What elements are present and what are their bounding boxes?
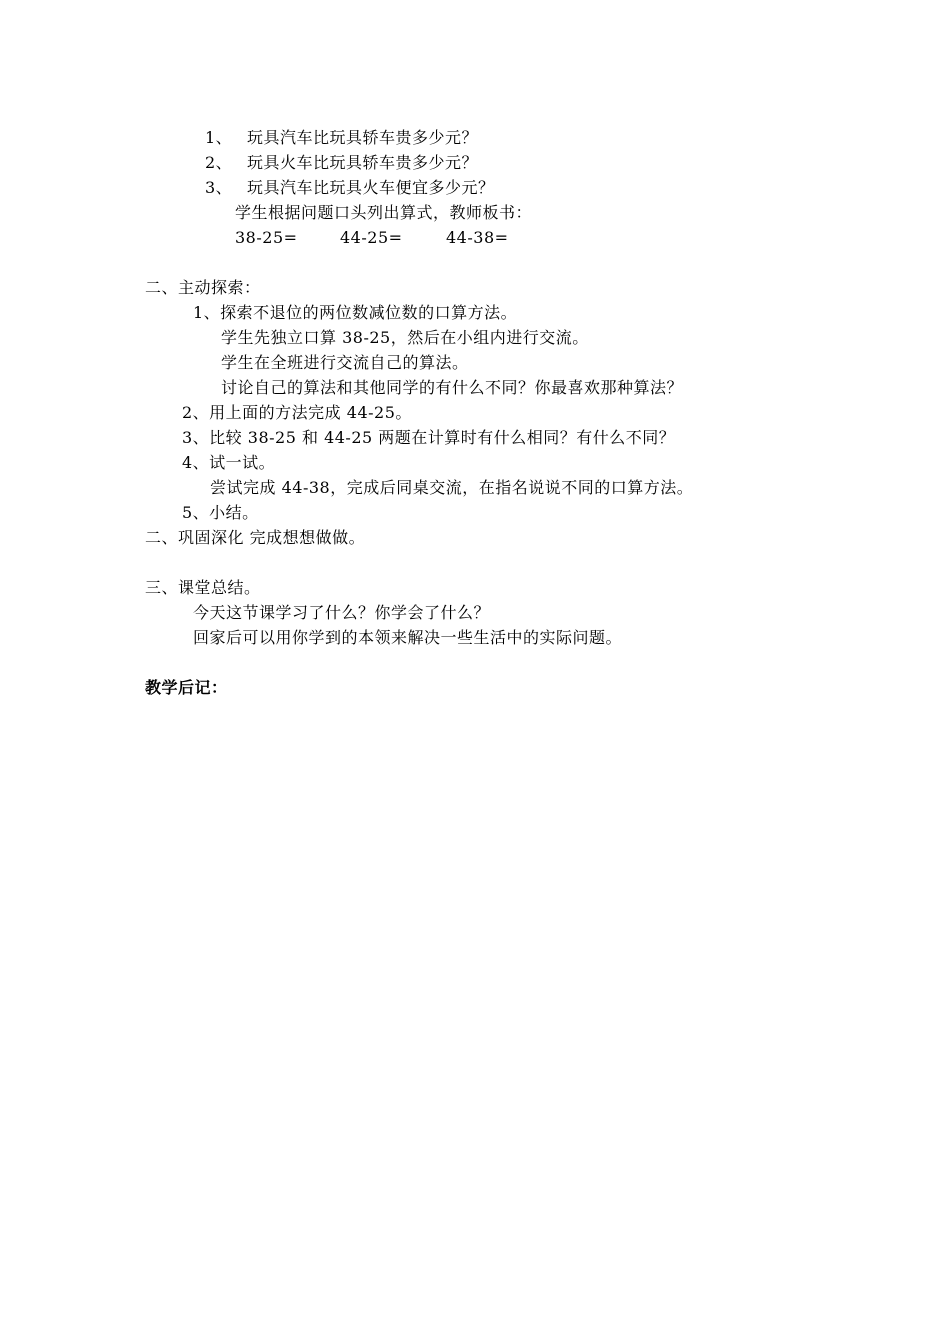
section-2-item-2: 2、用上面的方法完成 44-25。 — [182, 403, 412, 422]
question-number: 2、 — [205, 153, 233, 172]
section-2-item-5: 5、小结。 — [182, 503, 259, 522]
question-2 — [205, 153, 478, 173]
section-consolidate: 二、巩固深化 完成想想做做。 — [145, 528, 366, 547]
question-1 — [205, 128, 478, 148]
section-3-line-1: 今天这节课学习了什么？你学会了什么？ — [193, 603, 491, 622]
section-2-title: 二、主动探索： — [145, 278, 261, 297]
question-number: 3、 — [205, 178, 233, 197]
question-number: 1、 — [205, 128, 233, 147]
section-2-item-1-sub-1: 学生先独立口算 38-25，然后在小组内进行交流。 — [221, 328, 589, 347]
section-2-item-1-sub-3: 讨论自己的算法和其他同学的有什么不同？你最喜欢那种算法？ — [221, 378, 684, 397]
section-2-item-1: 1、探索不退位的两位数减位数的口算方法。 — [193, 303, 518, 322]
question-text: 玩具汽车比玩具轿车贵多少元？ — [247, 128, 479, 147]
formula-2: 44-25= — [340, 228, 403, 247]
board-note: 学生根据问题口头列出算式，教师板书： — [235, 203, 533, 222]
formula-3: 44-38= — [446, 228, 509, 247]
formula-1: 38-25= — [235, 228, 298, 247]
question-text: 玩具火车比玩具轿车贵多少元？ — [247, 153, 479, 172]
question-text: 玩具汽车比玩具火车便宜多少元？ — [247, 178, 495, 197]
section-2-item-4: 4、试一试。 — [182, 453, 276, 472]
section-3-title: 三、课堂总结。 — [145, 578, 261, 597]
section-2-item-1-sub-2: 学生在全班进行交流自己的算法。 — [221, 353, 469, 372]
section-2-item-3: 3、比较 38-25 和 44-25 两题在计算时有什么相同？有什么不同？ — [182, 428, 676, 447]
question-3 — [205, 178, 495, 198]
postscript-heading: 教学后记： — [145, 678, 228, 697]
section-2-item-4-sub: 尝试完成 44-38，完成后同桌交流，在指名说说不同的口算方法。 — [210, 478, 694, 497]
section-3-line-2: 回家后可以用你学到的本领来解决一些生活中的实际问题。 — [193, 628, 623, 647]
